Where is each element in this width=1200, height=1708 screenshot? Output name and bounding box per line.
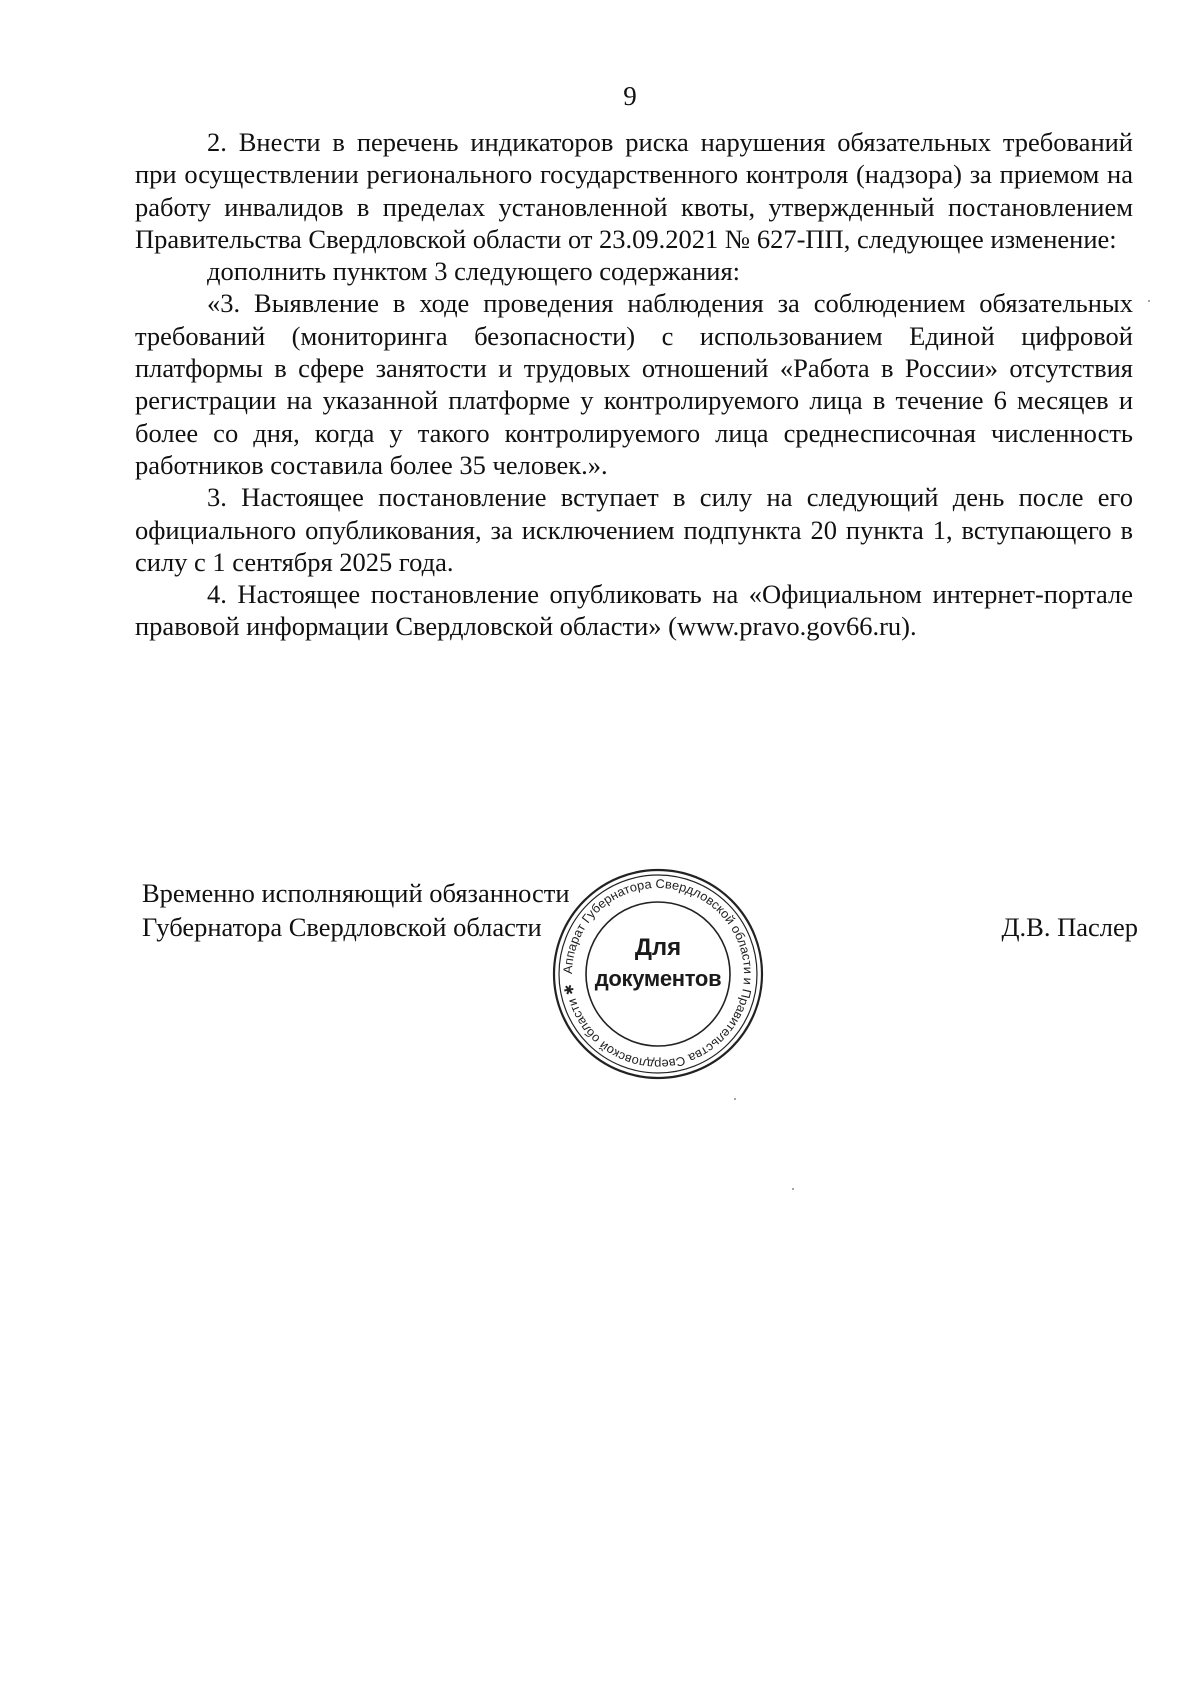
stamp-center-line1: Для [634,934,682,961]
signatory-position [142,876,570,944]
signatory-position-line1: Временно исполняющий обязанности [142,878,570,908]
paragraph-addition-intro: дополнить пунктом 3 следующего содержания: [207,256,740,287]
scan-speck [1148,300,1150,302]
official-stamp [548,864,768,1084]
paragraph-quoted-item-3: «3. Выявление в ходе проведения наблюдения за соблюдением обязательных требований (мониторинга безопасности) с использованием Единой цифровой платформы в сфере занятости и трудовых отношений «Работа в России» отсутствия регистрации на указанной платформе у контролируемого лица в течение 6 месяцев и более со дня, когда у такого контролируемого лица среднесписочная численность работников составила более 35 человек.». [135,288,1133,480]
paragraph-item-4: 4. Настоящее постановление опубликовать на «Официальном интернет-портале правовой информации Свердловской области» (www.pravo.gov66.ru). [135,579,1133,642]
stamp-center-text [548,932,768,994]
scan-speck [734,1098,736,1100]
paragraph-item-3: 3. Настоящее постановление вступает в силу на следующий день после его официального опубликования, за исключением подпункта 20 пункта 1, вступающего в силу с 1 сентября 2025 года. [135,482,1133,577]
signatory-position-line2: Губернатора Свердловской области [142,912,542,942]
paragraph-item-2: 2. Внести в перечень индикаторов риска нарушения обязательных требований при осуществлении регионального государственного контроля (надзора) за приемом на работу инвалидов в пределах установленной квоты, утвержденный постановлением Правительства Свердловской области от 23.09.2021 № 627-ПП, следующее изменение: [135,127,1133,254]
document-body [135,126,1133,643]
scan-speck [792,1188,794,1190]
page-number: 9 [623,81,637,111]
stamp-center-line2: документов [594,966,722,991]
stamp-ring-text: Аппарат Губернатора Свердловской области и Правительства Свердловской области ✱ [560,876,756,1072]
signatory-name: Д.В. Паслер [1001,912,1138,942]
